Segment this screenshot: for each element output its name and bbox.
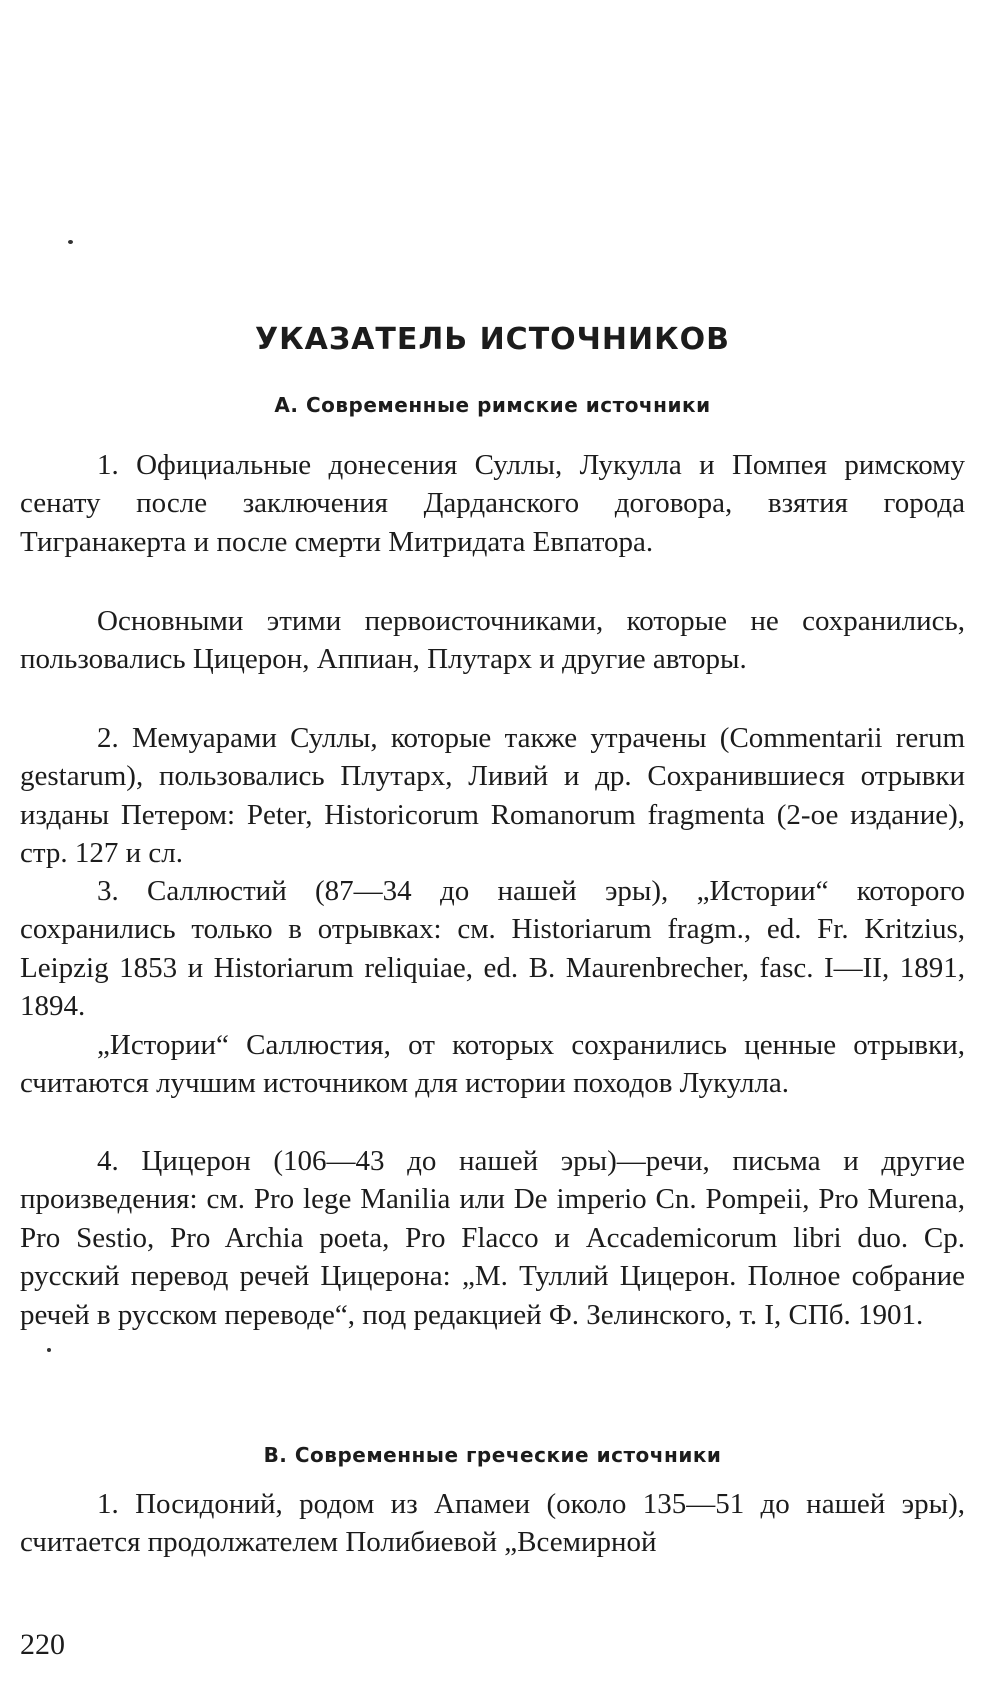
section-heading-roman-sources: А. Современные римские источники xyxy=(274,393,711,417)
document-page xyxy=(20,0,965,1684)
paragraph: Основными этими первоисточниками, которые не сохранились, пользовались Цицерон, Аппиан, Плутарх и другие авторы. xyxy=(20,605,965,676)
page-number: 220 xyxy=(20,1628,65,1661)
paragraph: 3. Саллюстий (87—34 до нашей эры), „Истории“ которого сохранились только в отрывках: см. Historiarum fragm., ed. Fr. Kritzius, Leipzig 1853 и Historiarum reliquiae, ed. B. Maurenbrecher, fasc. I—II, 1891, 1894. xyxy=(20,875,965,1023)
page-title: УКАЗАТЕЛЬ ИСТОЧНИКОВ xyxy=(254,322,731,357)
speck-mark xyxy=(68,240,73,244)
paragraph: 4. Цицерон (106—43 до нашей эры)—речи, письма и другие произведения: см. Pro lege Manilia или De imperio Cn. Pompeii, Pro Murena, Pro Sestio, Pro Archia poeta, Pro Flacco и Accademicorum libri duo. Ср. русский перевод речей Цицерона: „М. Туллий Цицерон. Полное собрание речей в русском переводе“, под редакцией Ф. Зелинского, т. I, СПб. 1901. xyxy=(20,1145,965,1331)
paragraph: „Истории“ Саллюстия, от которых сохранились ценные отрывки, считаются лучшим источником для истории походов Лукулла. xyxy=(20,1029,965,1100)
paragraph: 2. Мемуарами Суллы, которые также утрачены (Commentarii rerum gestarum), пользовались Плутарх, Ливий и др. Сохранившиеся отрывки изданы Петером: Peter, Historicorum Romanorum fragmenta (2-ое издание), стр. 127 и сл. xyxy=(20,722,965,870)
section-heading-greek-sources: В. Современные греческие источники xyxy=(263,1443,722,1467)
paragraph: 1. Посидоний, родом из Апамеи (около 135—51 до нашей эры), считается продолжателем Полибиевой „Всемирной xyxy=(20,1488,965,1559)
speck-mark xyxy=(47,1348,51,1352)
paragraph: 1. Официальные донесения Суллы, Лукулла и Помпея римскому сенату после заключения Дарданского договора, взятия города Тигранакерта и после смерти Митридата Евпатора. xyxy=(20,449,965,558)
